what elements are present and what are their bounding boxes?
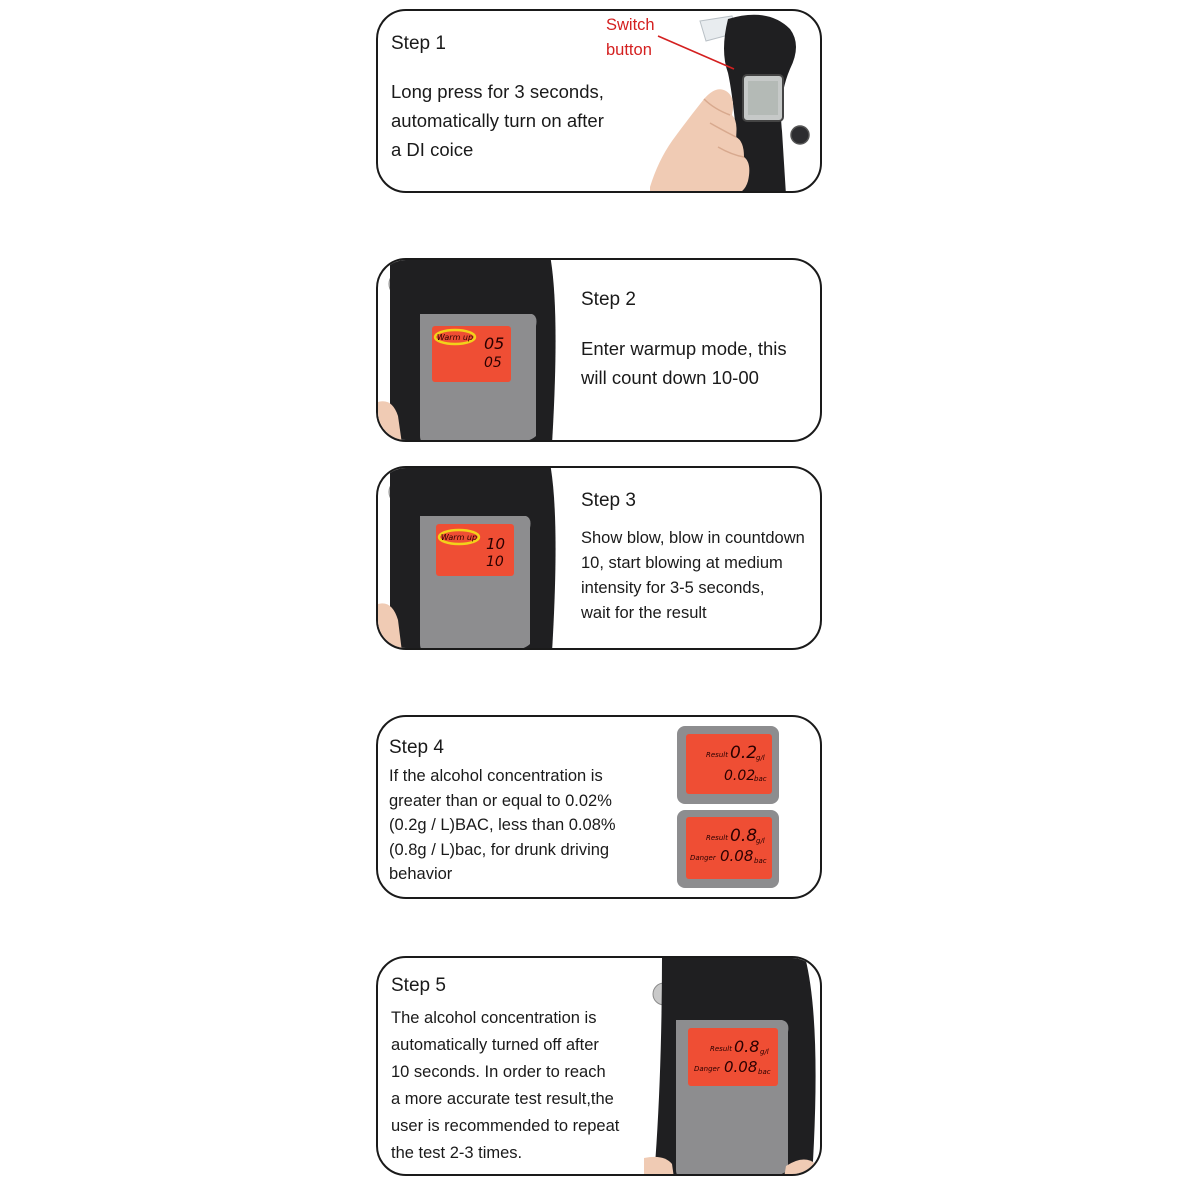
callout-line: button — [606, 41, 652, 59]
step-4-line: (0.2g / L)BAC, less than 0.08% — [389, 816, 616, 834]
step-5-line: the test 2-3 times. — [391, 1144, 523, 1162]
lcd-result-normal — [676, 725, 780, 805]
switch-button-callout — [606, 13, 655, 63]
step-4-line: greater than or equal to 0.02% — [389, 791, 612, 810]
breathalyzer-blow-illustration — [378, 468, 563, 650]
step-4-line: (0.8g / L)bac, for drunk driving — [389, 840, 610, 859]
lcd-bottom-readout: 0.08 — [720, 847, 754, 865]
step-3-line: Show blow, blow in countdown — [581, 529, 805, 547]
step-3-text — [581, 526, 805, 626]
lcd-top-readout: 0.8 — [734, 1037, 760, 1056]
lcd-danger-label: Danger — [694, 1065, 720, 1073]
step-5-line: user is recommended to repeat — [391, 1117, 620, 1135]
lcd-bottom-readout: 0.08 — [724, 1058, 758, 1076]
step-1-line: a DI coice — [391, 139, 474, 160]
lcd-result-label: Result — [710, 1045, 732, 1053]
step-5-line: The alcohol concentration is — [391, 1009, 597, 1027]
step-3-line: wait for the result — [581, 604, 707, 622]
step-1-title: Step 1 — [391, 33, 446, 54]
breathalyzer-result-illustration — [644, 958, 822, 1176]
lcd-bottom-readout: 05 — [484, 355, 502, 371]
step-5-line: 10 seconds. In order to reach — [391, 1063, 606, 1081]
step-5-title: Step 5 — [391, 975, 446, 996]
step-2-card — [376, 258, 822, 442]
hand-holding-breathalyzer-illustration — [640, 11, 822, 193]
step-2-title: Step 2 — [581, 289, 636, 310]
lcd-warmup-label: Warm up — [436, 333, 474, 342]
lcd-bottom-readout: 0.02 — [724, 768, 756, 784]
lcd-top-unit: g/l — [756, 754, 765, 762]
step-4-text — [389, 764, 616, 887]
step-3-title: Step 3 — [581, 490, 636, 511]
step-3-line: intensity for 3-5 seconds, — [581, 579, 765, 597]
step-1-line: Long press for 3 seconds, — [391, 81, 604, 102]
callout-pointer — [658, 36, 734, 69]
lcd-result-label: Result — [706, 834, 728, 842]
step-5-card — [376, 956, 822, 1176]
step-3-card — [376, 466, 822, 650]
lcd-top-readout: 0.2 — [730, 743, 758, 763]
lcd-danger-label: Danger — [690, 854, 716, 862]
lcd-result-label: Result — [706, 751, 728, 759]
step-4-line: If the alcohol concentration is — [389, 767, 603, 785]
step-1-text — [391, 77, 604, 164]
lcd-bottom-unit: bac — [758, 1068, 771, 1076]
lcd-top-readout: 05 — [484, 334, 505, 353]
step-2-text — [581, 334, 787, 392]
lcd-bottom-unit: bac — [754, 857, 767, 865]
lcd-bottom-unit: bac — [754, 775, 767, 783]
lcd-top-unit: g/l — [760, 1048, 769, 1056]
lcd-result-danger — [676, 809, 780, 889]
step-1-line: automatically turn on after — [391, 110, 604, 131]
callout-line: Switch — [606, 16, 655, 34]
step-5-text — [391, 1005, 619, 1167]
lcd-bottom-readout: 10 — [486, 554, 504, 570]
lcd-top-unit: g/l — [756, 837, 765, 845]
step-1-card — [376, 9, 822, 193]
lcd-top-readout: 0.8 — [730, 826, 758, 846]
step-5-line: automatically turned off after — [391, 1036, 599, 1054]
step-4-line: behavior — [389, 865, 453, 883]
step-5-line: a more accurate test result,the — [391, 1090, 614, 1108]
step-2-line: will count down 10-00 — [581, 367, 759, 388]
breathalyzer-warmup-illustration — [378, 260, 563, 442]
lcd-top-readout: 10 — [486, 535, 506, 553]
step-4-card — [376, 715, 822, 899]
step-3-line: 10, start blowing at medium — [581, 554, 783, 572]
step-2-line: Enter warmup mode, this — [581, 338, 787, 359]
lcd-warmup-label: Warm up — [440, 533, 478, 542]
step-4-title: Step 4 — [389, 737, 444, 758]
